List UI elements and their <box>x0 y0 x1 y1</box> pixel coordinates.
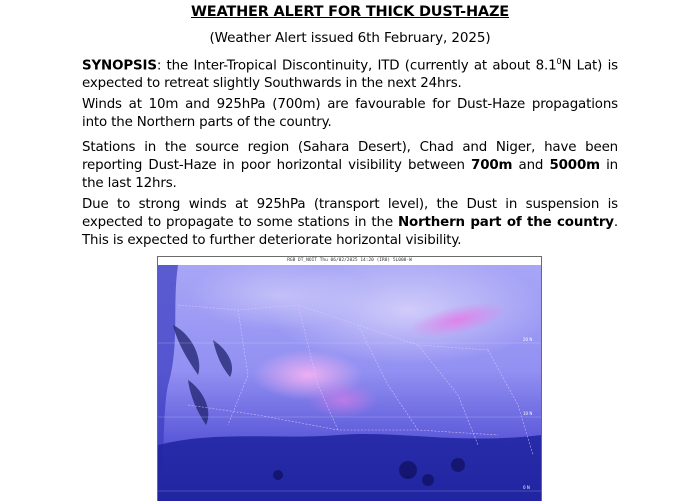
visibility-high: 5000m <box>549 158 600 173</box>
northern-region: Northern part of the country <box>397 215 614 230</box>
satellite-rgb-map <box>158 265 541 501</box>
dust-plume-south <box>308 382 378 418</box>
synopsis-text-b: N Lat) is expected to retreat slightly Southwards in the next 24hrs. <box>82 58 618 92</box>
stations-text-and: and <box>512 158 550 173</box>
transport-text-a: Due to strong winds at 925hPa (transport level), the Dust in suspension is expected to propagate to some stations in the <box>82 197 618 230</box>
satellite-image <box>157 256 542 501</box>
issued-date: (Weather Alert issued 6th February, 2025) <box>209 30 491 46</box>
stations-text-a: Stations in the source region (Sahara Desert), Chad and Niger, have been reporting Dust-Haze in poor horizontal visibility between <box>82 140 618 173</box>
satellite-header: RGB DT_NOIT Thu 06/02/2025 14:20 (IR8) 5L000-W <box>158 257 541 265</box>
synopsis-paragraph <box>82 53 618 93</box>
lat-label-0n: 0 N <box>523 485 530 490</box>
stations-text-b: in the last 12hrs. <box>82 158 618 191</box>
winds-paragraph: Winds at 10m and 925hPa (700m) are favourable for Dust-Haze propagations into the Northern parts of the country. <box>82 97 618 130</box>
synopsis-text-a: : the Inter-Tropical Discontinuity, ITD (currently at about 8.1 <box>156 58 557 74</box>
stations-paragraph <box>82 139 618 193</box>
synopsis-label: SYNOPSIS <box>82 58 157 74</box>
degree-sup: 0 <box>556 57 562 66</box>
transport-paragraph <box>82 196 618 250</box>
lat-label-20n: 20 N <box>523 337 533 342</box>
lat-label-10n: 10 N <box>523 411 533 416</box>
alert-title: WEATHER ALERT FOR THICK DUST-HAZE <box>191 4 509 20</box>
transport-text-b: . This is expected to further deteriorate horizontal visibility. <box>82 215 618 248</box>
visibility-low: 700m <box>471 158 513 173</box>
